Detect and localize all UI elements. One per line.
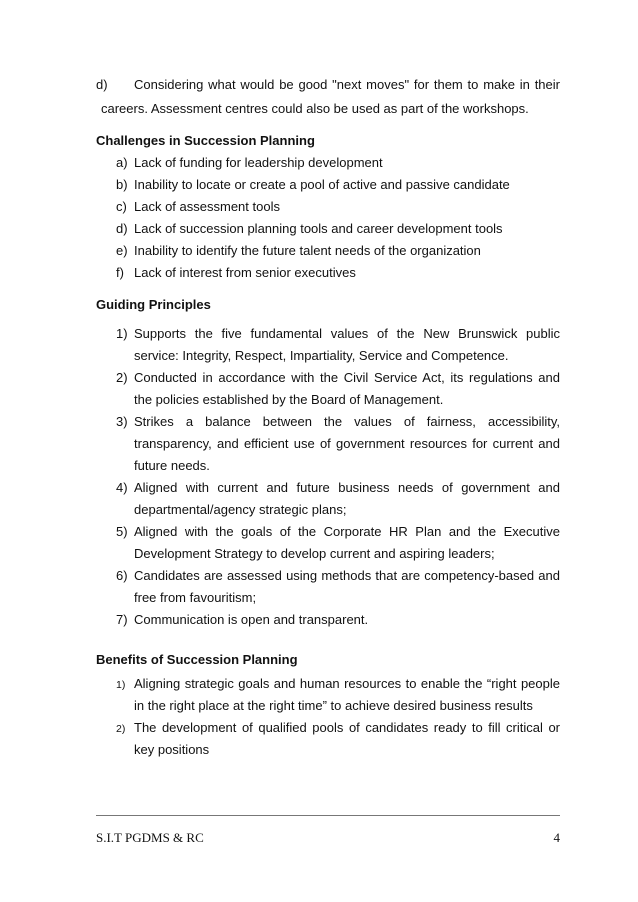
list-item: 7) Communication is open and transparent. xyxy=(116,612,369,627)
footer-divider xyxy=(96,815,560,816)
challenges-list xyxy=(96,152,560,284)
list-item: f) Lack of interest from senior executives xyxy=(116,265,356,280)
principles-list xyxy=(96,323,560,631)
intro-line-2: careers. Assessment centres could also be used as part of the workshops. xyxy=(101,101,529,116)
list-item: 6) Candidates are assessed using methods that are competency-based and free from favouritism; xyxy=(116,568,560,605)
intro-paragraph xyxy=(96,73,560,121)
list-item: 4) Aligned with current and future business needs of government and departmental/agency strategic plans; xyxy=(116,480,560,517)
list-item: 2) The development of qualified pools of candidates ready to fill critical or key positions xyxy=(116,720,560,757)
list-item: d) Lack of succession planning tools and career development tools xyxy=(116,221,503,236)
list-item: e) Inability to identify the future talent needs of the organization xyxy=(116,243,481,258)
list-item: 1) Aligning strategic goals and human resources to enable the “right people in the right place at the right time” to achieve desired business results xyxy=(116,676,560,713)
list-item: b) Inability to locate or create a pool of active and passive candidate xyxy=(116,177,510,192)
list-item: a) Lack of funding for leadership development xyxy=(116,155,383,170)
challenges-heading: Challenges in Succession Planning xyxy=(96,133,315,148)
list-item: 1) Supports the five fundamental values of the New Brunswick public service: Integrity, Respect, Impartiality, Service and Competence. xyxy=(116,326,560,363)
list-item: 5) Aligned with the goals of the Corporate HR Plan and the Executive Development Strategy to develop current and aspiring leaders; xyxy=(116,524,560,561)
intro-line-1: Considering what would be good "next moves" for them to make in their xyxy=(134,77,560,92)
list-item: 3) Strikes a balance between the values of fairness, accessibility, transparency, and efficient use of government resources for current and future needs. xyxy=(116,414,560,473)
footer-left-text: S.I.T PGDMS & RC xyxy=(96,830,204,845)
list-item: 2) Conducted in accordance with the Civil Service Act, its regulations and the policies established by the Board of Management. xyxy=(116,370,560,407)
list-item: c) Lack of assessment tools xyxy=(116,199,280,214)
intro-marker: d) xyxy=(96,77,108,92)
benefits-list xyxy=(96,673,560,761)
principles-heading: Guiding Principles xyxy=(96,297,211,312)
page-number: 4 xyxy=(553,830,560,845)
benefits-heading: Benefits of Succession Planning xyxy=(96,652,298,667)
